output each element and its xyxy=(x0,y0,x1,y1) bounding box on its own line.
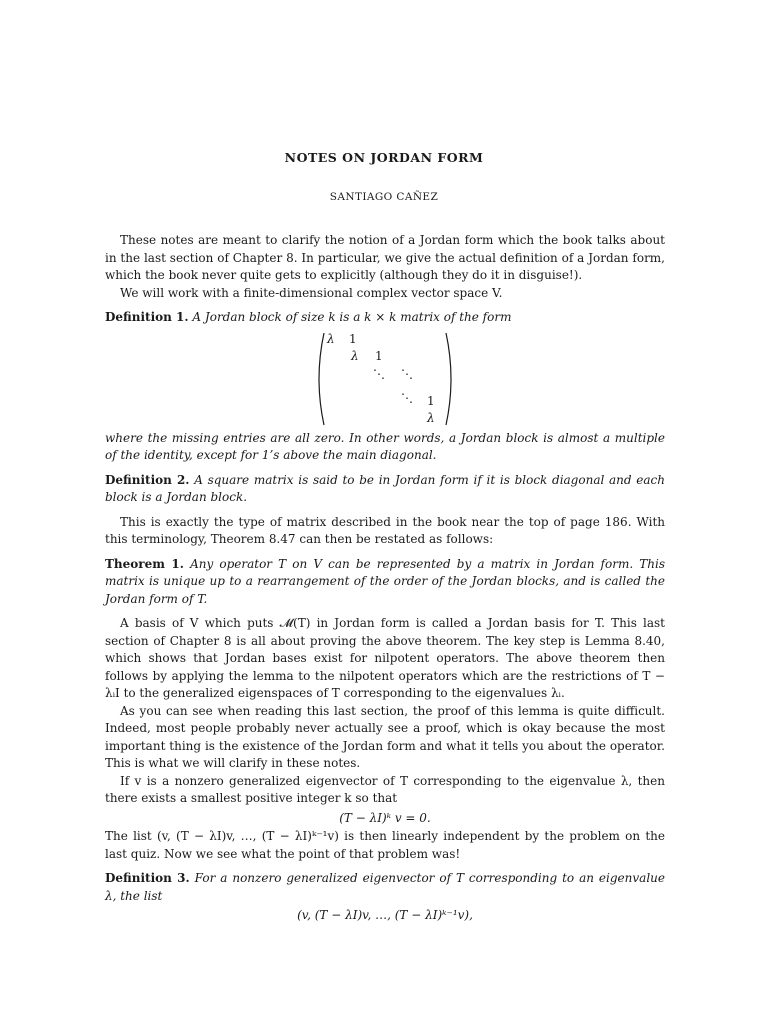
paragraph-after-definition-2: This is exactly the type of matrix described in the book near the top of page 186. With this terminology, Theorem 8.47 can then be restated as follows: xyxy=(105,514,665,546)
matrix-lambda-2: λ xyxy=(351,348,359,363)
definition-3-label: Definition 3. xyxy=(105,871,190,885)
theorem-1-text: Any operator T on V can be represented by a matrix in Jordan form. This matrix is unique up to a rearrangement of the order of the Jordan blocks, and is called the Jordan form of T. xyxy=(105,556,665,606)
definition-3-text: For a nonzero generalized eigenvector of T corresponding to an eigenvalue λ, the list xyxy=(105,871,665,903)
equation-jordan-chain: (v, (T − λI)v, …, (T − λI)ᵏ⁻¹v), xyxy=(297,908,473,922)
definition-2 xyxy=(105,472,665,507)
left-paren xyxy=(319,333,324,425)
matrix-diag-dots-3: ⋱ xyxy=(401,390,413,405)
definition-1-text: A Jordan block of size k is a k × k matrix of the form xyxy=(192,310,512,324)
paragraph-proof-difficulty: As you can see when reading this last section, the proof of this lemma is quite difficult. Indeed, most people probably never actually see a proof, which is okay because the most important thing is the existence of the Jordan form and what it tells you about the operator. This is what we will clarify in these notes. xyxy=(105,703,665,770)
definition-1 xyxy=(105,309,665,327)
matrix-one-2: 1 xyxy=(375,348,383,363)
equation-nilpotent: (T − λI)ᵏ v = 0. xyxy=(339,810,431,825)
theorem-1-label: Theorem 1. xyxy=(105,556,184,571)
definition-2-text: A square matrix is said to be in Jordan form if it is block diagonal and each block is a Jordan block. xyxy=(105,472,665,504)
paper-body xyxy=(105,232,665,926)
matrix-one-1: 1 xyxy=(349,331,357,346)
definition-1-label: Definition 1. xyxy=(105,310,189,324)
matrix-lambda-last: λ xyxy=(427,410,435,425)
right-paren xyxy=(446,333,451,425)
jordan-block-matrix xyxy=(105,330,665,428)
matrix-one-last: 1 xyxy=(427,393,435,408)
matrix-diag-dots-1: ⋱ xyxy=(373,366,385,381)
theorem-1 xyxy=(105,556,665,609)
definition-3 xyxy=(105,870,665,905)
intro-paragraph-2: We will work with a finite-dimensional complex vector space V. xyxy=(120,285,503,300)
intro-paragraph-1: These notes are meant to clarify the notion of a Jordan form which the book talks about in the last section of Chapter 8. In particular, we give the actual definition of a Jordan form, which the book never quite gets to explicitly (although they do it in disguise!). xyxy=(105,233,665,282)
matrix-diag-dots-2: ⋱ xyxy=(401,366,413,381)
paragraph-linear-independence: The list (v, (T − λI)v, …, (T − λI)ᵏ⁻¹v) is then linearly independent by the problem on the last quiz. Now we see what the point of that problem was! xyxy=(105,829,665,861)
jordan-block-svg xyxy=(315,330,455,428)
paragraph-generalized-eigenvector: If v is a nonzero generalized eigenvector of T corresponding to the eigenvalue λ, then there exists a smallest positive integer k so that xyxy=(105,773,665,805)
paper-author: SANTIAGO CAÑEZ xyxy=(329,191,439,203)
matrix-lambda-1: λ xyxy=(327,331,335,346)
paper-title: NOTES ON JORDAN FORM xyxy=(284,150,484,165)
paragraph-jordan-basis: A basis of V which puts 𝓜(T) in Jordan form is called a Jordan basis for T. This last section of Chapter 8 is all about proving the above theorem. The key step is Lemma 8.40, which shows that Jordan bases exist for nilpotent operators. The above theorem then follows by applying the lemma to the nilpotent operators which are the restrictions of T − λᵢI to the generalized eigenspaces of T corresponding to the eigenvalues λᵢ. xyxy=(105,616,665,700)
definition-1-after: where the missing entries are all zero. In other words, a Jordan block is almost a multiple of the identity, except for 1’s above the main diagonal. xyxy=(105,430,665,462)
definition-2-label: Definition 2. xyxy=(105,472,190,487)
